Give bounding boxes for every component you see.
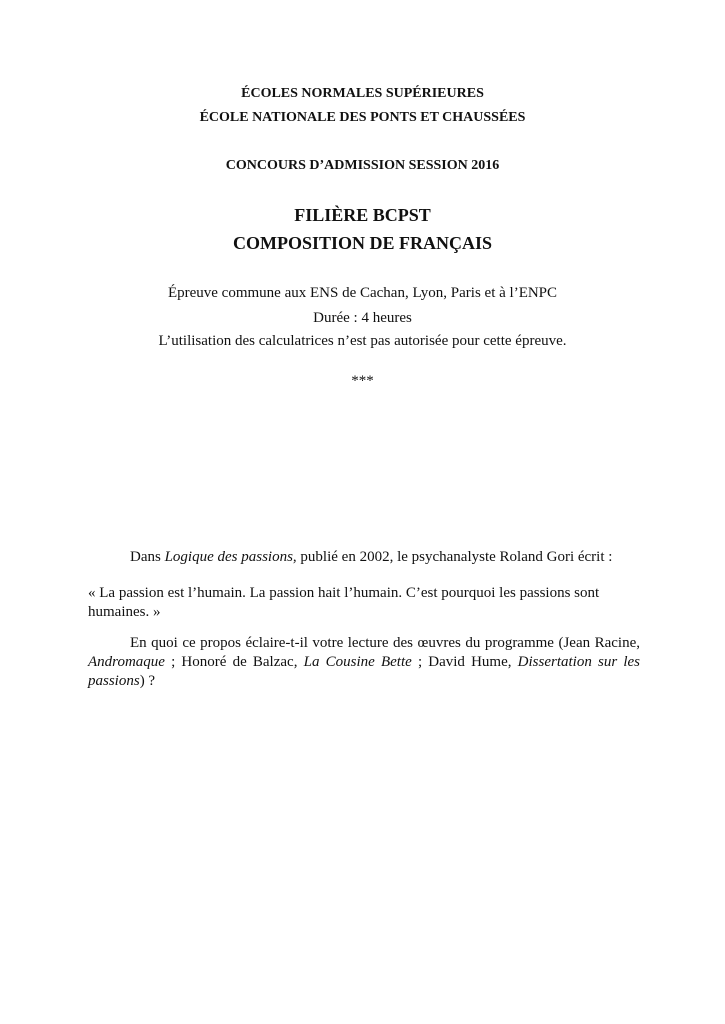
question-text-3: ; David Hume, bbox=[411, 654, 518, 670]
work-title-3: Dissertation sur les passions bbox=[88, 654, 641, 689]
work-title-2: La Cousine Bette bbox=[303, 654, 412, 670]
question-text-2: ; Honoré de Balzac, bbox=[164, 654, 304, 670]
duree-line: Durée : 4 heures bbox=[313, 310, 412, 326]
school-line-1: ÉCOLES NORMALES SUPÉRIEURES bbox=[241, 86, 484, 101]
epreuve-line: Épreuve commune aux ENS de Cachan, Lyon, Paris et à l’ENPC bbox=[167, 285, 558, 301]
intro-text-after: , publié en 2002, le psychanalyste Roland Gori écrit : bbox=[292, 549, 613, 565]
separator-stars: *** bbox=[351, 373, 374, 389]
question-text-4: ) ? bbox=[139, 673, 156, 689]
composition-title: COMPOSITION DE FRANÇAIS bbox=[232, 233, 493, 253]
book-title: Logique des passions bbox=[164, 549, 293, 565]
school-line-2: ÉCOLE NATIONALE DES PONTS ET CHAUSSÉES bbox=[199, 110, 526, 125]
subject-question bbox=[88, 634, 640, 691]
calculatrices-line: L’utilisation des calculatrices n’est pas autorisée pour cette épreuve. bbox=[158, 333, 567, 349]
intro-text-before: Dans bbox=[130, 549, 165, 565]
question-text-1: En quoi ce propos éclaire-t-il votre lecture des œuvres du programme (Jean Racine, bbox=[130, 635, 640, 651]
filiere-title: FILIÈRE BCPST bbox=[294, 205, 431, 225]
subject-quote: « La passion est l’humain. La passion hait l’humain. C’est pourquoi les passions sont humaines. » bbox=[88, 585, 600, 620]
session-title: CONCOURS D’ADMISSION SESSION 2016 bbox=[225, 158, 500, 173]
subject-intro bbox=[88, 548, 640, 567]
work-title-1: Andromaque bbox=[88, 654, 165, 670]
